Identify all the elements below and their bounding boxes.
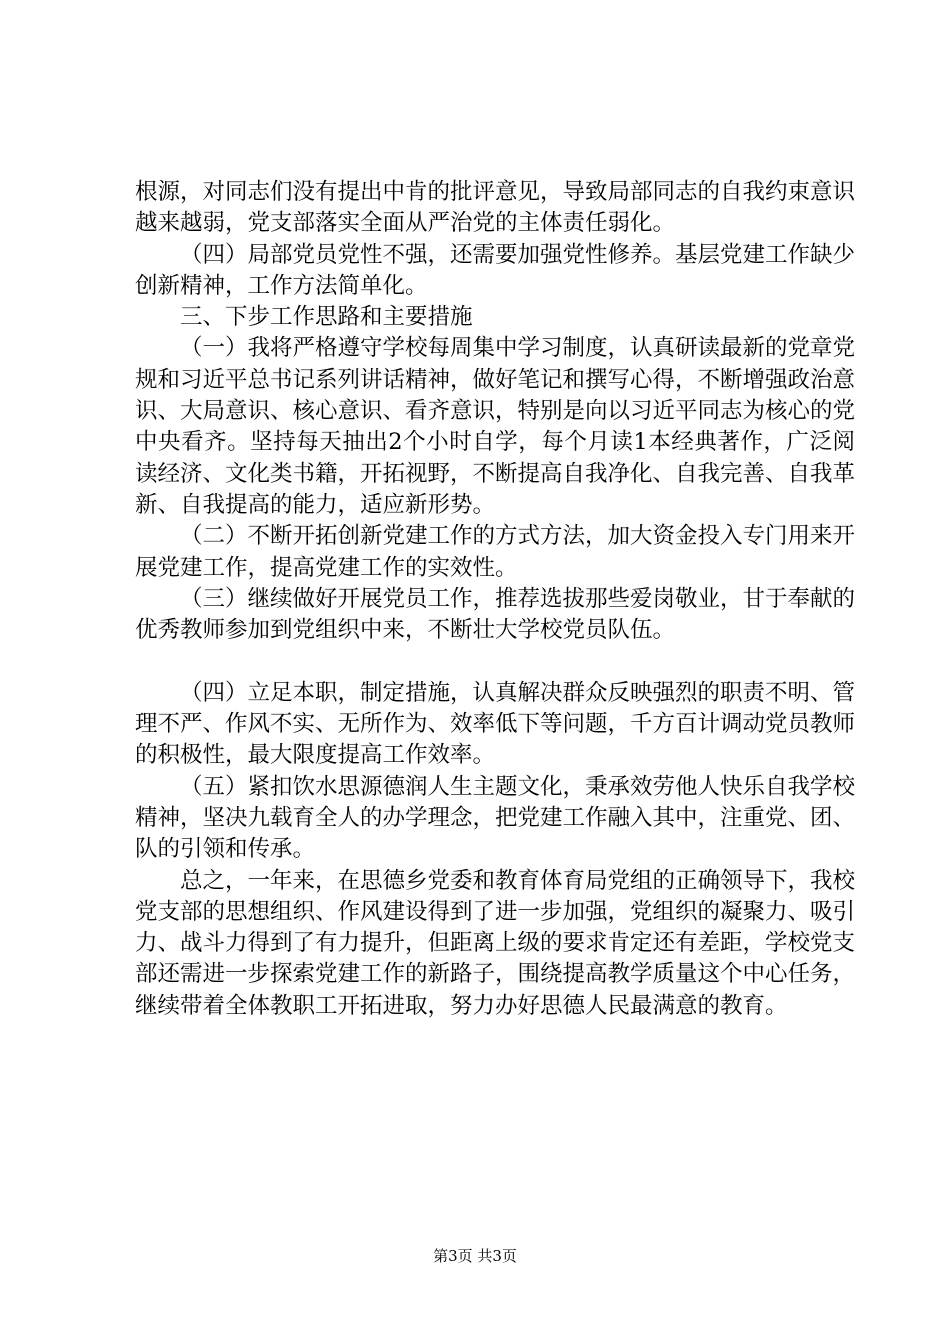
paragraph-measure-two: （二）不断开拓创新党建工作的方式方法，加大资金投入专门用来开展党建工作，提高党建工作的实效性。 [135, 523, 856, 581]
paragraph-measure-five: （五）紧扣饮水思源德润人生主题文化，秉承效劳他人快乐自我学校精神，坚决九载育全人的办学理念，把党建工作融入其中，注重党、团、队的引领和传承。 [135, 773, 856, 863]
paragraph-issue-four: （四）局部党员党性不强，还需要加强党性修养。基层党建工作缺少创新精神，工作方法简单化。 [135, 241, 856, 299]
section-heading-next-steps: 三、下步工作思路和主要措施 [180, 304, 473, 331]
page-number-footer: 第3页 共3页 [433, 1247, 517, 1265]
blank-line [135, 646, 855, 677]
paragraph-measure-three: （三）继续做好开展党员工作，推荐选拔那些爱岗敬业，甘于奉献的优秀教师参加到党组织中来，不断壮大学校党员队伍。 [135, 585, 856, 644]
paragraph-root-cause: 根源，对同志们没有提出中肯的批评意见，导致局部同志的自我约束意识越来越弱，党支部落实全面从严治党的主体责任弱化。 [135, 179, 856, 237]
document-body [135, 177, 855, 1022]
paragraph-conclusion: 总之，一年来，在思德乡党委和教育体育局党组的正确领导下，我校党支部的思想组织、作风建设得到了进一步加强，党组织的凝聚力、吸引力、战斗力得到了有力提升，但距离上级的要求肯定还有差距，学校党支部还需进一步探索党建工作的新路子，围绕提高教学质量这个中心任务，继续带着全体教职工开拓进取，努力办好思德人民最满意的教育。 [135, 867, 856, 1019]
paragraph-measure-four: （四）立足本职，制定措施，认真解决群众反映强烈的职责不明、管理不严、作风不实、无所作为、效率低下等问题，千方百计调动党员教师的积极性，最大限度提高工作效率。 [135, 679, 856, 769]
paragraph-measure-one: （一）我将严格遵守学校每周集中学习制度，认真研读最新的党章党规和习近平总书记系列讲话精神，做好笔记和撰写心得，不断增强政治意识、大局意识、核心意识、看齐意识，特别是向以习近平同志为核心的党中央看齐。坚持每天抽出2个小时自学，每个月读1本经典著作，广泛阅读经济、文化类书籍，开拓视野，不断提高自我净化、自我完善、自我革新、自我提高的能力，适应新形势。 [135, 335, 856, 518]
